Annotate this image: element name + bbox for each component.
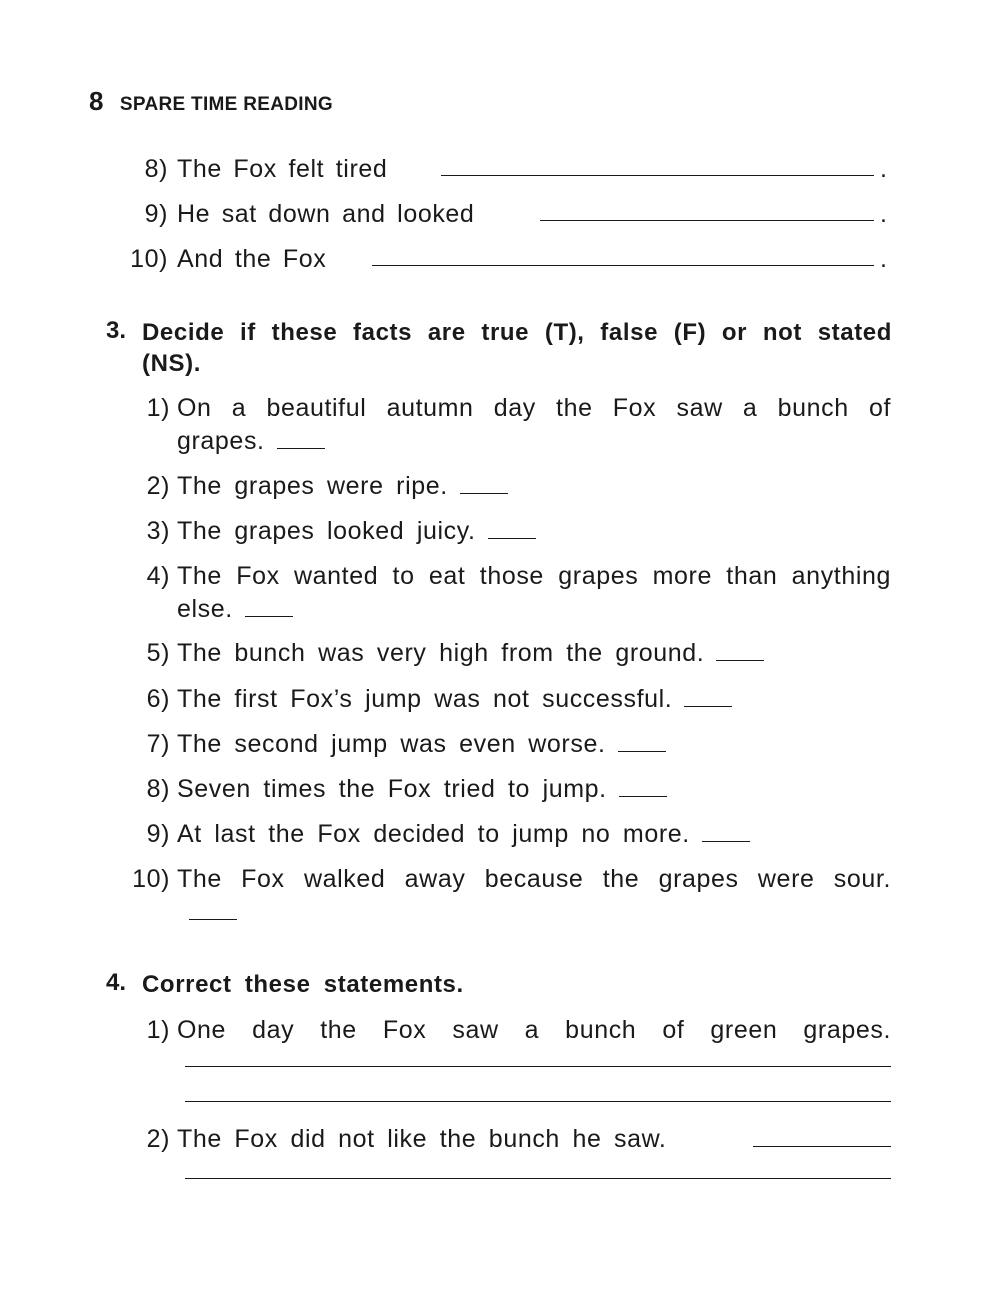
task-title: Correct these statements. — [142, 971, 464, 998]
answer-blank[interactable] — [716, 640, 764, 661]
answer-line[interactable] — [185, 1101, 891, 1102]
answer-blank[interactable] — [488, 518, 536, 539]
page-header — [89, 86, 333, 117]
task-number: 3. — [106, 317, 127, 344]
answer-blank[interactable] — [460, 473, 508, 494]
answer-blank[interactable] — [753, 1124, 891, 1147]
answer-line[interactable] — [185, 1178, 891, 1179]
task-number: 4. — [106, 969, 127, 996]
task-title: Decide if these facts are true (T), false (F) or not stated (NS). — [142, 319, 892, 377]
answer-blank[interactable] — [702, 821, 750, 842]
page-number: 8 — [89, 86, 104, 116]
answer-blank[interactable] — [441, 153, 874, 176]
answer-line[interactable] — [185, 1066, 891, 1067]
answer-blank[interactable] — [619, 776, 667, 797]
answer-blank[interactable] — [277, 428, 325, 449]
answer-blank[interactable] — [245, 596, 293, 617]
answer-blank[interactable] — [189, 899, 237, 920]
answer-blank[interactable] — [684, 686, 732, 707]
answer-blank[interactable] — [540, 198, 874, 221]
answer-blank[interactable] — [618, 731, 666, 752]
answer-blank[interactable] — [372, 243, 874, 266]
running-title: SPARE TIME READING — [119, 94, 333, 115]
